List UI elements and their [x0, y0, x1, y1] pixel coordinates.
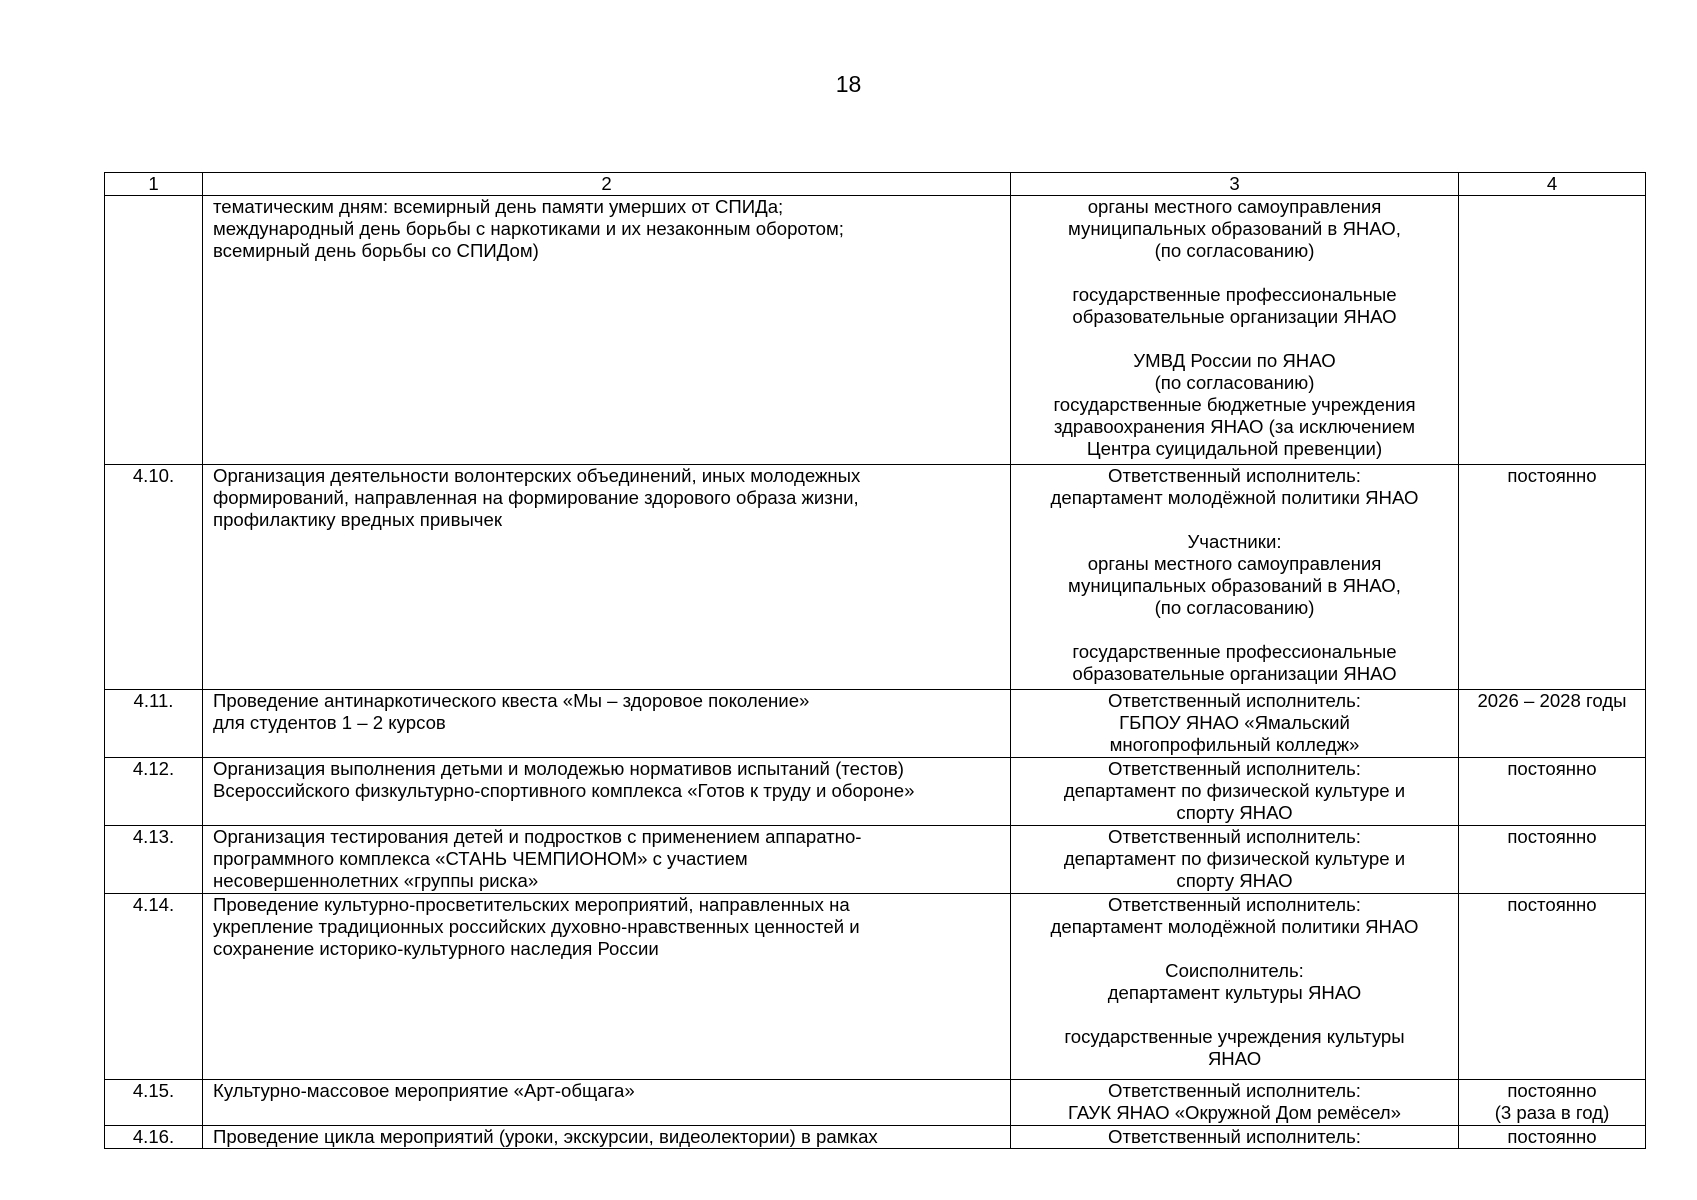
header-col-4: 4 [1459, 173, 1646, 196]
table-row [105, 1080, 1646, 1126]
page-number: 18 [835, 71, 862, 97]
row-activity: Организация тестирования детей и подростков с применением аппаратно- программного комплекса «СТАНЬ ЧЕМПИОНОМ» с участием несовершеннолетних «группы риска» [203, 826, 1011, 894]
row-number: 4.14. [105, 894, 203, 1080]
row-activity: Организация выполнения детьми и молодежью нормативов испытаний (тестов) Всероссийского физкультурно-спортивного комплекса «Готов к труду и обороне» [203, 758, 1011, 826]
header-col-3: 3 [1011, 173, 1459, 196]
table-row [105, 758, 1646, 826]
measures-table [104, 172, 1646, 1149]
row-period: постоянно [1459, 465, 1646, 690]
row-activity: тематическим дням: всемирный день памяти умерших от СПИДа; международный день борьбы с наркотиками и их незаконным оборотом; всемирный день борьбы со СПИДом) [203, 196, 1011, 465]
row-responsible: Ответственный исполнитель: [1011, 1126, 1459, 1149]
row-period: постоянно [1459, 894, 1646, 1080]
row-responsible: Ответственный исполнитель: департамент молодёжной политики ЯНАО Соисполнитель: департамент культуры ЯНАО государственные учреждения культуры ЯНАО [1011, 894, 1459, 1080]
header-col-1: 1 [105, 173, 203, 196]
table-row [105, 894, 1646, 1080]
row-number [105, 196, 203, 465]
row-number: 4.10. [105, 465, 203, 690]
row-responsible: Ответственный исполнитель: ГБПОУ ЯНАО «Ямальский многопрофильный колледж» [1011, 690, 1459, 758]
row-period: постоянно [1459, 826, 1646, 894]
row-activity: Культурно-массовое мероприятие «Арт-общага» [203, 1080, 1011, 1126]
table-row [105, 690, 1646, 758]
row-activity: Проведение антинаркотического квеста «Мы – здоровое поколение» для студентов 1 – 2 курсов [203, 690, 1011, 758]
table-row [105, 826, 1646, 894]
table-header-row [105, 173, 1646, 196]
row-responsible: Ответственный исполнитель: департамент по физической культуре и спорту ЯНАО [1011, 758, 1459, 826]
table-row [105, 196, 1646, 465]
row-number: 4.13. [105, 826, 203, 894]
row-period [1459, 196, 1646, 465]
row-activity: Проведение культурно-просветительских мероприятий, направленных на укрепление традиционных российских духовно-нравственных ценностей и сохранение историко-культурного наследия России [203, 894, 1011, 1080]
row-period: постоянно (3 раза в год) [1459, 1080, 1646, 1126]
table-row [105, 1126, 1646, 1149]
row-activity: Организация деятельности волонтерских объединений, иных молодежных формирований, направленная на формирование здорового образа жизни, профилактику вредных привычек [203, 465, 1011, 690]
row-period: постоянно [1459, 1126, 1646, 1149]
table-row [105, 465, 1646, 690]
row-period: 2026 – 2028 годы [1459, 690, 1646, 758]
row-number: 4.15. [105, 1080, 203, 1126]
header-col-2: 2 [203, 173, 1011, 196]
row-number: 4.12. [105, 758, 203, 826]
row-period: постоянно [1459, 758, 1646, 826]
row-responsible: органы местного самоуправления муниципальных образований в ЯНАО, (по согласованию) государственные профессиональные образовательные организации ЯНАО УМВД России по ЯНАО (по согласованию) государственные бюджетные учреждения здравоохранения ЯНАО (за исключением Центра суицидальной превенции) [1011, 196, 1459, 465]
row-number: 4.11. [105, 690, 203, 758]
row-responsible: Ответственный исполнитель: департамент молодёжной политики ЯНАО Участники: органы местного самоуправления муниципальных образований в ЯНАО, (по согласованию) государственные профессиональные образовательные организации ЯНАО [1011, 465, 1459, 690]
row-responsible: Ответственный исполнитель: департамент по физической культуре и спорту ЯНАО [1011, 826, 1459, 894]
row-number: 4.16. [105, 1126, 203, 1149]
row-activity: Проведение цикла мероприятий (уроки, экскурсии, видеолектории) в рамках [203, 1126, 1011, 1149]
row-responsible: Ответственный исполнитель: ГАУК ЯНАО «Окружной Дом ремёсел» [1011, 1080, 1459, 1126]
